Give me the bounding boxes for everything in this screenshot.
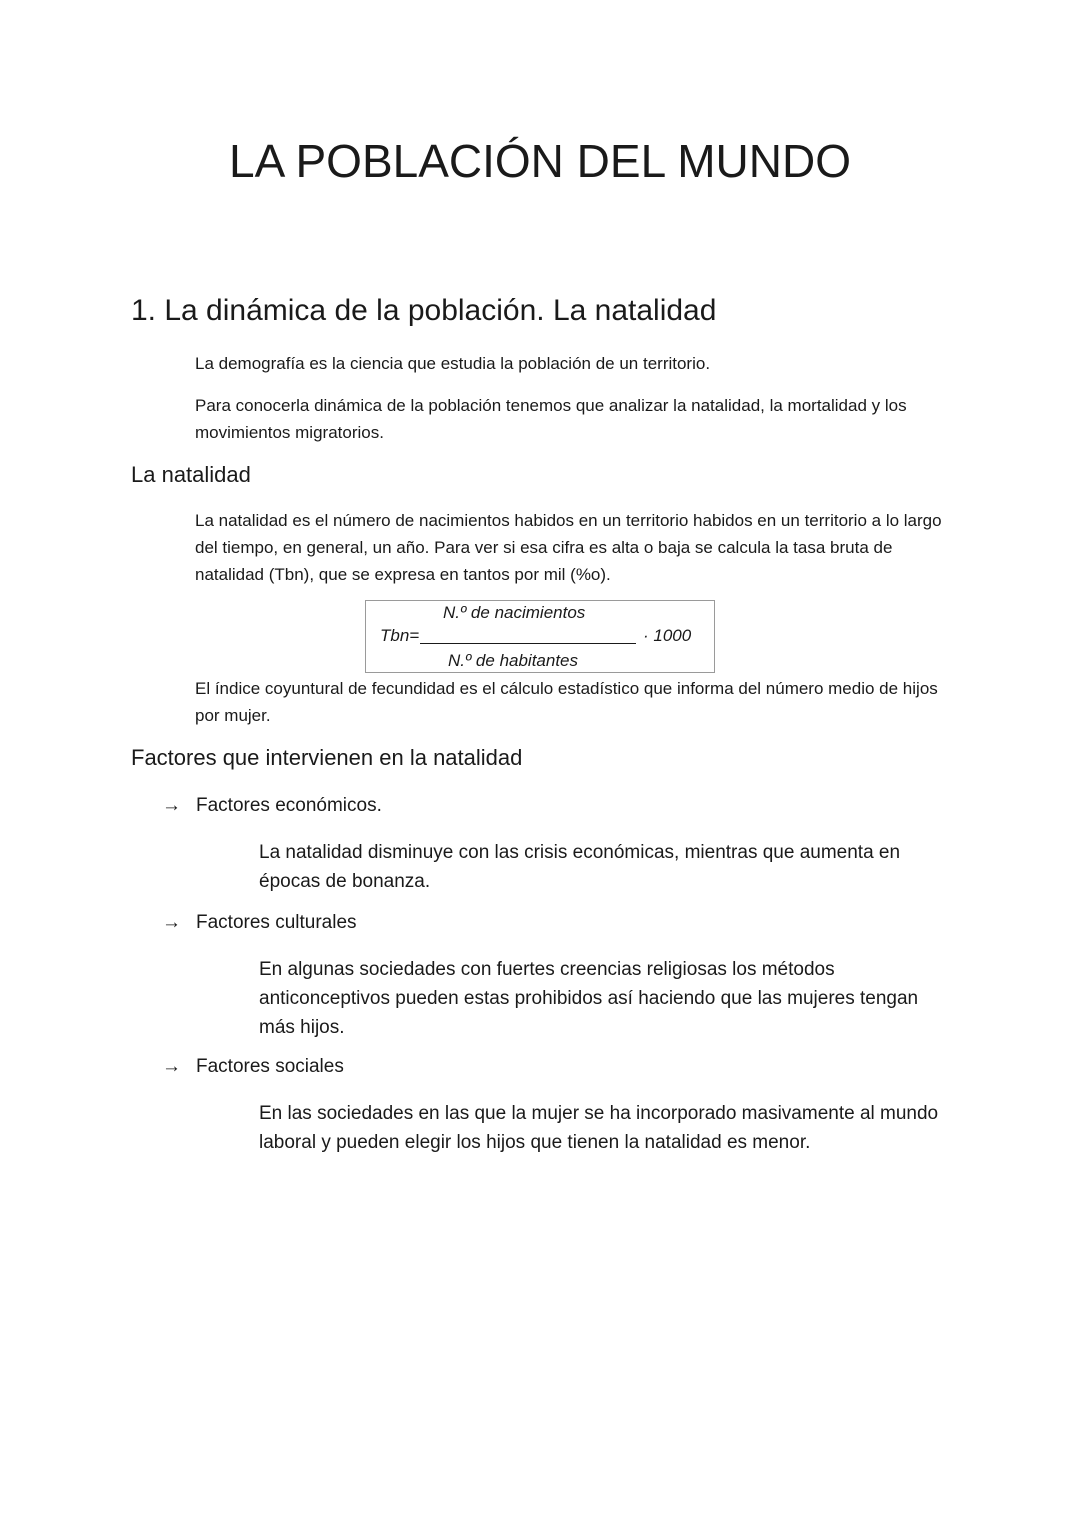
- factor-economicos-text: La natalidad disminuye con las crisis económicas, mientras que aumenta en épocas de bonanza.: [259, 842, 901, 892]
- section-heading-dinamica: 1. La dinámica de la población. La natalidad: [131, 294, 717, 327]
- paragraph-dinamica: Para conocerla dinámica de la población tenemos que analizar la natalidad, la mortalidad y los movimientos migratorios.: [195, 396, 907, 442]
- factor-sociales-text: En las sociedades en las que la mujer se ha incorporado masivamente al mundo laboral y pueden elegir los hijos que tienen la natalidad es menor.: [259, 1103, 939, 1153]
- formula-lhs: Tbn=: [380, 626, 420, 645]
- formula-multiplier: · 1000: [643, 626, 692, 645]
- subheading-factores: Factores que intervienen en la natalidad: [131, 745, 523, 770]
- factor-label: Factores culturales: [196, 912, 357, 933]
- paragraph-fecundidad: El índice coyuntural de fecundidad es el cálculo estadístico que informa del número medio de hijos por mujer.: [195, 679, 938, 725]
- paragraph-demografia: La demografía es la ciencia que estudia la población de un territorio.: [195, 354, 711, 373]
- factor-label: Factores económicos.: [196, 795, 382, 816]
- page-title: LA POBLACIÓN DEL MUNDO: [228, 135, 851, 187]
- right-arrow-icon: →: [162, 1056, 181, 1077]
- factor-culturales-text: En algunas sociedades con fuertes creencias religiosas los métodos anticonceptivos pueden estas prohibidos así haciendo que las mujeres tengan más hijos.: [259, 959, 919, 1038]
- subheading-natalidad: La natalidad: [131, 462, 251, 487]
- right-arrow-icon: →: [162, 912, 181, 933]
- factor-sociales: [162, 1056, 344, 1078]
- right-arrow-icon: →: [162, 795, 181, 816]
- formula-numerator: N.º de nacimientos: [443, 603, 586, 622]
- tbn-formula-box: [365, 600, 715, 673]
- factor-culturales: [162, 912, 357, 934]
- paragraph-natalidad-definition: La natalidad es el número de nacimientos habidos en un territorio habidos en un territorio a lo largo del tiempo, en general, un año. Para ver si esa cifra es alta o baja se calcula la tasa bruta de natalidad (Tbn), que se expresa en tantos por mil (%o).: [195, 511, 942, 584]
- formula-denominator: N.º de habitantes: [448, 651, 579, 670]
- fraction-line: [420, 643, 636, 644]
- factor-label: Factores sociales: [196, 1056, 344, 1077]
- factor-economicos: [162, 795, 382, 817]
